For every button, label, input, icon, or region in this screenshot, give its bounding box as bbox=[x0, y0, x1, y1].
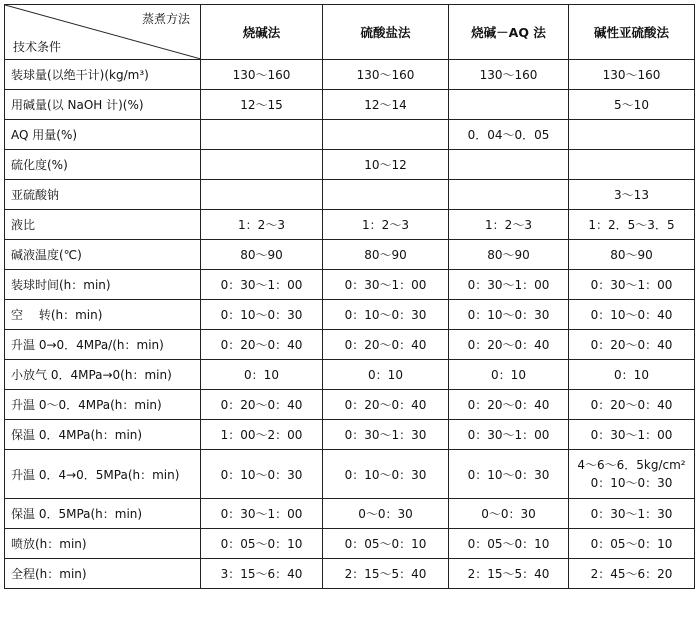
value-cell bbox=[569, 150, 695, 180]
condition-label: 喷放(h：min) bbox=[5, 529, 201, 559]
value-cell: 0：10 bbox=[323, 360, 449, 390]
condition-label: 小放气 0．4MPa→0(h：min) bbox=[5, 360, 201, 390]
condition-label: 硫化度(%) bbox=[5, 150, 201, 180]
value-cell: 0：10～0：30 bbox=[449, 300, 569, 330]
table-row bbox=[5, 210, 695, 240]
table-row bbox=[5, 499, 695, 529]
table-row bbox=[5, 180, 695, 210]
time-range-text: 0：10～0：30 bbox=[590, 476, 673, 490]
condition-label: 空 转(h：min) bbox=[5, 300, 201, 330]
value-cell: 0：30～1：00 bbox=[201, 499, 323, 529]
condition-label: 升温 0～0．4MPa(h：min) bbox=[5, 390, 201, 420]
value-cell: 0：30～1：00 bbox=[201, 270, 323, 300]
value-cell: 0：20～0：40 bbox=[449, 390, 569, 420]
diagonal-header-cell bbox=[5, 5, 201, 60]
condition-label: 用碱量(以 NaOH 计)(%) bbox=[5, 90, 201, 120]
value-cell: 0：05～0：10 bbox=[449, 529, 569, 559]
condition-label: 亚硫酸钠 bbox=[5, 180, 201, 210]
value-cell: 0：20～0：40 bbox=[449, 330, 569, 360]
condition-label: 保温 0．5MPa(h：min) bbox=[5, 499, 201, 529]
table-row bbox=[5, 330, 695, 360]
value-cell: 130～160 bbox=[323, 60, 449, 90]
value-cell: 2：15～5：40 bbox=[323, 559, 449, 589]
value-cell: 0：20～0：40 bbox=[323, 390, 449, 420]
value-cell: 130～160 bbox=[201, 60, 323, 90]
table-row bbox=[5, 240, 695, 270]
value-cell: 1：2～3 bbox=[449, 210, 569, 240]
value-cell: 0：30～1：00 bbox=[323, 270, 449, 300]
table-row bbox=[5, 150, 695, 180]
value-cell: 0：30～1：00 bbox=[449, 420, 569, 450]
value-cell: 2：45～6：20 bbox=[569, 559, 695, 589]
method-header: 烧碱－AQ 法 bbox=[449, 5, 569, 60]
method-header: 碱性亚硫酸法 bbox=[569, 5, 695, 60]
value-cell: 1：00～2：00 bbox=[201, 420, 323, 450]
table-row bbox=[5, 360, 695, 390]
table-row bbox=[5, 90, 695, 120]
condition-label: 液比 bbox=[5, 210, 201, 240]
value-cell: 0：10～0：30 bbox=[201, 450, 323, 499]
value-cell: 0：30～1：00 bbox=[569, 420, 695, 450]
value-cell: 3～13 bbox=[569, 180, 695, 210]
value-cell: 130～160 bbox=[569, 60, 695, 90]
condition-label: 碱液温度(℃) bbox=[5, 240, 201, 270]
value-cell: 0：30～1：00 bbox=[449, 270, 569, 300]
value-cell: 0：10～0：30 bbox=[449, 450, 569, 499]
value-cell: 0：05～0：10 bbox=[201, 529, 323, 559]
value-cell: 0：10 bbox=[449, 360, 569, 390]
value-cell: 3：15～6：40 bbox=[201, 559, 323, 589]
value-cell: 1：2．5～3．5 bbox=[569, 210, 695, 240]
condition-label: 升温 0．4→0．5MPa(h：min) bbox=[5, 450, 201, 499]
value-cell: 10～12 bbox=[323, 150, 449, 180]
value-cell: 80～90 bbox=[323, 240, 449, 270]
value-cell-two-line bbox=[569, 450, 695, 499]
condition-label: 全程(h：min) bbox=[5, 559, 201, 589]
corner-bottom-label: 技术条件 bbox=[13, 40, 62, 54]
corner-top-label: 蒸煮方法 bbox=[141, 12, 190, 26]
value-cell: 80～90 bbox=[201, 240, 323, 270]
value-cell bbox=[201, 150, 323, 180]
value-cell: 0：20～0：40 bbox=[201, 390, 323, 420]
condition-label: 装球时间(h：min) bbox=[5, 270, 201, 300]
value-cell bbox=[449, 150, 569, 180]
cooking-conditions-table bbox=[4, 4, 695, 589]
value-cell: 1：2～3 bbox=[201, 210, 323, 240]
table-row bbox=[5, 450, 695, 499]
table-row bbox=[5, 120, 695, 150]
value-cell: 130～160 bbox=[449, 60, 569, 90]
value-cell: 0：10～0：30 bbox=[323, 300, 449, 330]
value-cell: 0：10～0：30 bbox=[201, 300, 323, 330]
table-row bbox=[5, 300, 695, 330]
value-cell bbox=[449, 90, 569, 120]
value-cell: 0：05～0：10 bbox=[569, 529, 695, 559]
value-cell: 0～0：30 bbox=[449, 499, 569, 529]
value-cell: 0：20～0：40 bbox=[569, 390, 695, 420]
header-row bbox=[5, 5, 695, 60]
value-cell: 5～10 bbox=[569, 90, 695, 120]
value-cell: 0：20～0：40 bbox=[569, 330, 695, 360]
table-row bbox=[5, 559, 695, 589]
value-cell bbox=[201, 120, 323, 150]
value-cell: 0：10～0：40 bbox=[569, 300, 695, 330]
value-cell bbox=[201, 180, 323, 210]
value-cell: 80～90 bbox=[569, 240, 695, 270]
method-header: 硫酸盐法 bbox=[323, 5, 449, 60]
condition-label: 装球量(以绝干计)(kg/m³) bbox=[5, 60, 201, 90]
table-row bbox=[5, 420, 695, 450]
value-cell: 1：2～3 bbox=[323, 210, 449, 240]
value-cell: 0：10 bbox=[569, 360, 695, 390]
value-cell: 0：20～0：40 bbox=[201, 330, 323, 360]
table-row bbox=[5, 270, 695, 300]
method-header: 烧碱法 bbox=[201, 5, 323, 60]
value-cell: 0：30～1：00 bbox=[569, 270, 695, 300]
value-cell: 0．04～0．05 bbox=[449, 120, 569, 150]
table-row bbox=[5, 529, 695, 559]
value-cell: 0～0：30 bbox=[323, 499, 449, 529]
condition-label: 升温 0→0．4MPa/(h：min) bbox=[5, 330, 201, 360]
value-cell: 12～15 bbox=[201, 90, 323, 120]
value-cell: 0：30～1：30 bbox=[569, 499, 695, 529]
cooking-conditions-table-wrapper bbox=[4, 4, 695, 589]
value-cell bbox=[449, 180, 569, 210]
condition-label: AQ 用量(%) bbox=[5, 120, 201, 150]
pressure-range-text: 4～6～6．5kg/cm² bbox=[577, 458, 686, 472]
value-cell: 2：15～5：40 bbox=[449, 559, 569, 589]
value-cell: 0：05～0：10 bbox=[323, 529, 449, 559]
table-row bbox=[5, 60, 695, 90]
value-cell bbox=[323, 120, 449, 150]
value-cell: 0：20～0：40 bbox=[323, 330, 449, 360]
value-cell bbox=[569, 120, 695, 150]
value-cell: 0：10 bbox=[201, 360, 323, 390]
condition-label: 保温 0．4MPa(h：min) bbox=[5, 420, 201, 450]
value-cell: 0：10～0：30 bbox=[323, 450, 449, 499]
value-cell: 0：30～1：30 bbox=[323, 420, 449, 450]
value-cell: 80～90 bbox=[449, 240, 569, 270]
value-cell bbox=[323, 180, 449, 210]
table-row bbox=[5, 390, 695, 420]
value-cell: 12～14 bbox=[323, 90, 449, 120]
